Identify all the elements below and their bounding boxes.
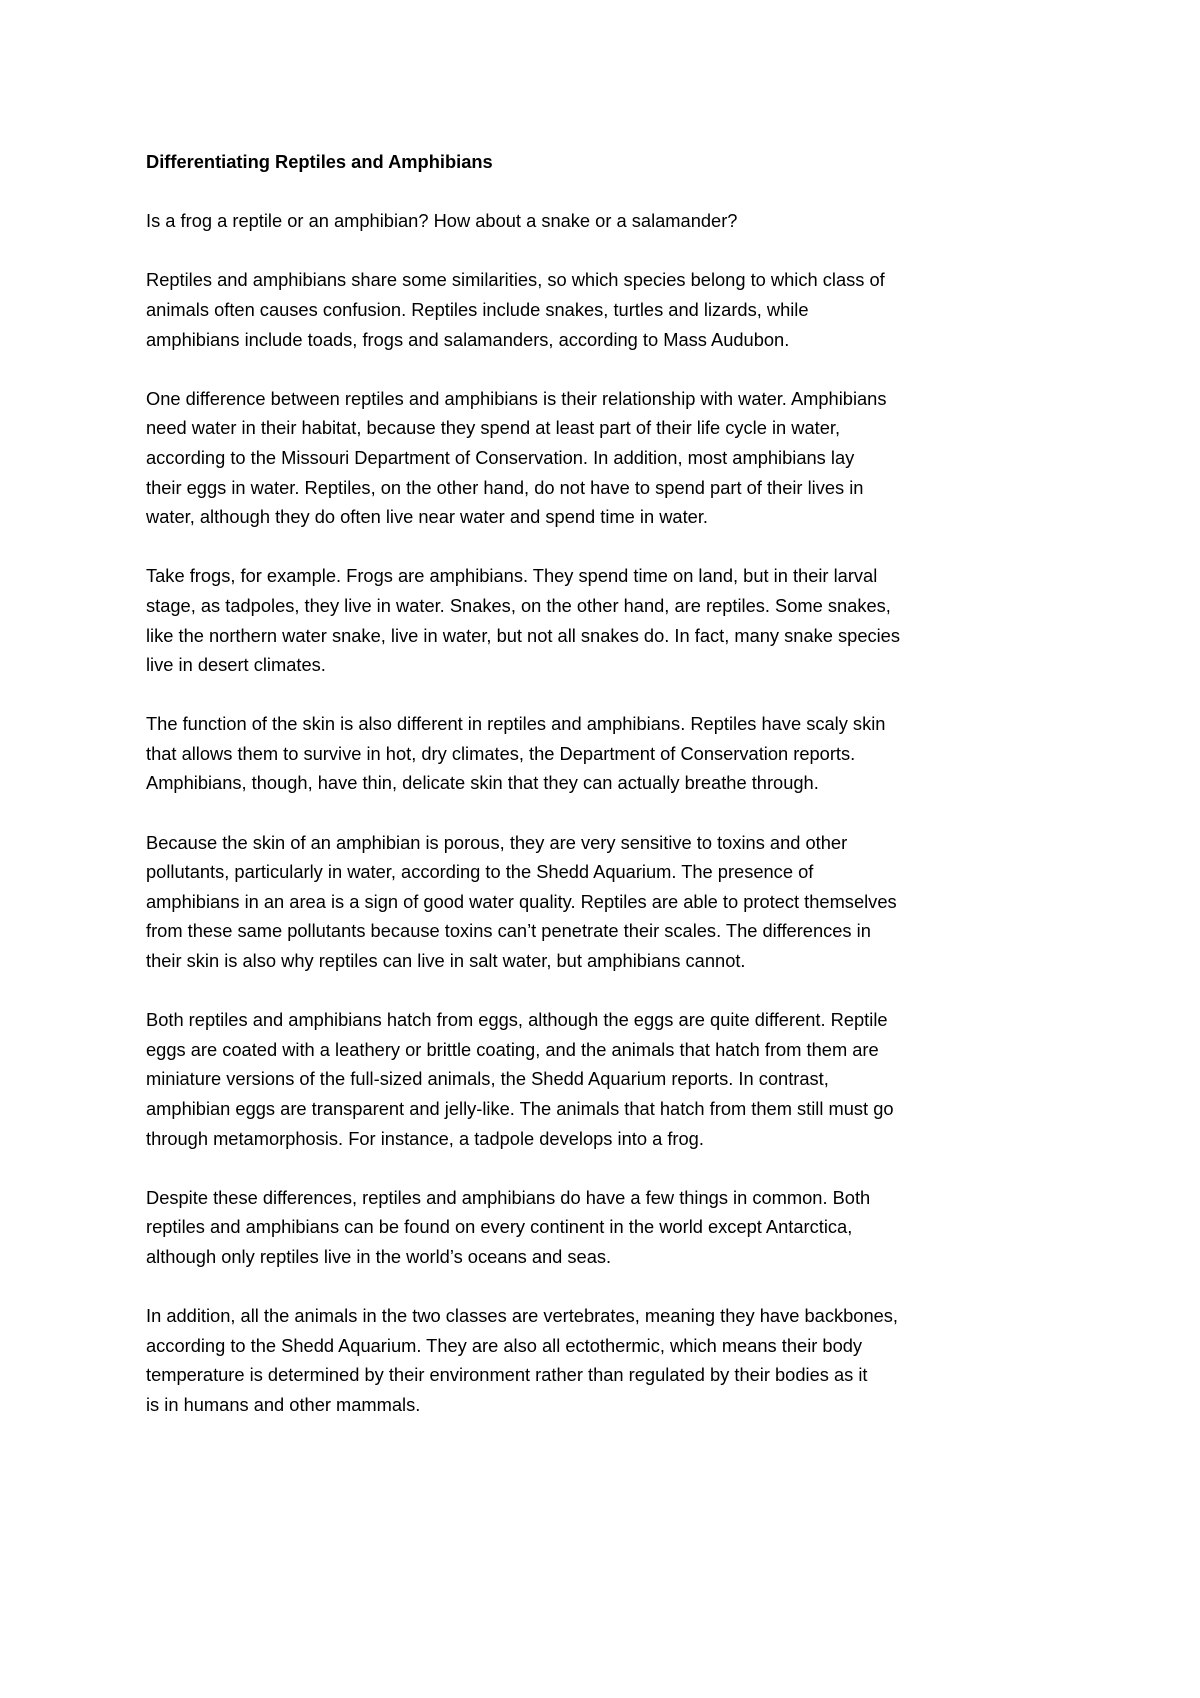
paragraph-list	[146, 206, 1076, 1419]
paragraph-line: Despite these differences, reptiles and amphibians do have a few things in common. Both	[146, 1186, 871, 1208]
paragraph-line: need water in their habitat, because they spend at least part of their life cycle in water,	[146, 417, 841, 439]
paragraph-line: is in humans and other mammals.	[146, 1393, 421, 1415]
paragraph-line: through metamorphosis. For instance, a tadpole develops into a frog.	[146, 1127, 704, 1149]
paragraph-line: Is a frog a reptile or an amphibian? How about a snake or a salamander?	[146, 210, 738, 232]
paragraph	[146, 1301, 1076, 1419]
paragraph-line: Take frogs, for example. Frogs are amphibians. They spend time on land, but in their larval	[146, 565, 878, 587]
paragraph-line: that allows them to survive in hot, dry climates, the Department of Conservation reports.	[146, 742, 856, 764]
paragraph-line: Both reptiles and amphibians hatch from eggs, although the eggs are quite different. Reptile	[146, 1009, 888, 1031]
paragraph-line: temperature is determined by their environment rather than regulated by their bodies as it	[146, 1364, 868, 1386]
paragraph-line: Reptiles and amphibians share some similarities, so which species belong to which class of	[146, 269, 885, 291]
paragraph-line: amphibians in an area is a sign of good water quality. Reptiles are able to protect themselves	[146, 890, 897, 912]
paragraph-line: eggs are coated with a leathery or brittle coating, and the animals that hatch from them are	[146, 1038, 879, 1060]
paragraph-line: Amphibians, though, have thin, delicate skin that they can actually breathe through.	[146, 772, 819, 794]
paragraph	[146, 561, 1076, 679]
paragraph-line: Because the skin of an amphibian is porous, they are very sensitive to toxins and other	[146, 831, 848, 853]
paragraph-line: according to the Shedd Aquarium. They are also all ectothermic, which means their body	[146, 1334, 863, 1356]
paragraph-line: from these same pollutants because toxins can’t penetrate their scales. The differences in	[146, 920, 871, 942]
paragraph-line: although only reptiles live in the world’s oceans and seas.	[146, 1245, 612, 1267]
paragraph-line: In addition, all the animals in the two classes are vertebrates, meaning they have backbones,	[146, 1305, 898, 1327]
paragraph-line: amphibian eggs are transparent and jelly-like. The animals that hatch from them still must go	[146, 1098, 894, 1119]
paragraph-line: animals often causes confusion. Reptiles include snakes, turtles and lizards, while	[146, 298, 809, 320]
document-title: Differentiating Reptiles and Amphibians	[146, 151, 493, 172]
paragraph-line: The function of the skin is also different in reptiles and amphibians. Reptiles have scaly skin	[146, 713, 886, 735]
paragraph-line: water, although they do often live near water and spend time in water.	[146, 506, 708, 528]
paragraph	[146, 384, 1076, 532]
paragraph-line: miniature versions of the full-sized animals, the Shedd Aquarium reports. In contrast,	[146, 1068, 829, 1090]
paragraph-line: live in desert climates.	[146, 654, 326, 676]
paragraph	[146, 206, 1076, 236]
paragraph	[146, 709, 1076, 798]
paragraph-line: according to the Missouri Department of Conservation. In addition, most amphibians lay	[146, 446, 855, 468]
paragraph	[146, 1005, 1076, 1153]
paragraph-line: their skin is also why reptiles can live in salt water, but amphibians cannot.	[146, 950, 746, 972]
paragraph-line: stage, as tadpoles, they live in water. Snakes, on the other hand, are reptiles. Some snakes,	[146, 594, 891, 616]
paragraph-line: like the northern water snake, live in water, but not all snakes do. In fact, many snake species	[146, 624, 900, 646]
paragraph-line: One difference between reptiles and amphibians is their relationship with water. Amphibians	[146, 387, 887, 409]
paragraph-line: amphibians include toads, frogs and salamanders, according to Mass Audubon.	[146, 328, 790, 350]
paragraph	[146, 265, 1076, 354]
paragraph-line: their eggs in water. Reptiles, on the other hand, do not have to spend part of their lives in	[146, 476, 864, 498]
paragraph	[146, 1183, 1076, 1272]
paragraph-line: pollutants, particularly in water, according to the Shedd Aquarium. The presence of	[146, 861, 814, 883]
paragraph	[146, 828, 1076, 976]
document-body	[146, 147, 1076, 1449]
paragraph-line: reptiles and amphibians can be found on every continent in the world except Antarctica,	[146, 1216, 853, 1238]
